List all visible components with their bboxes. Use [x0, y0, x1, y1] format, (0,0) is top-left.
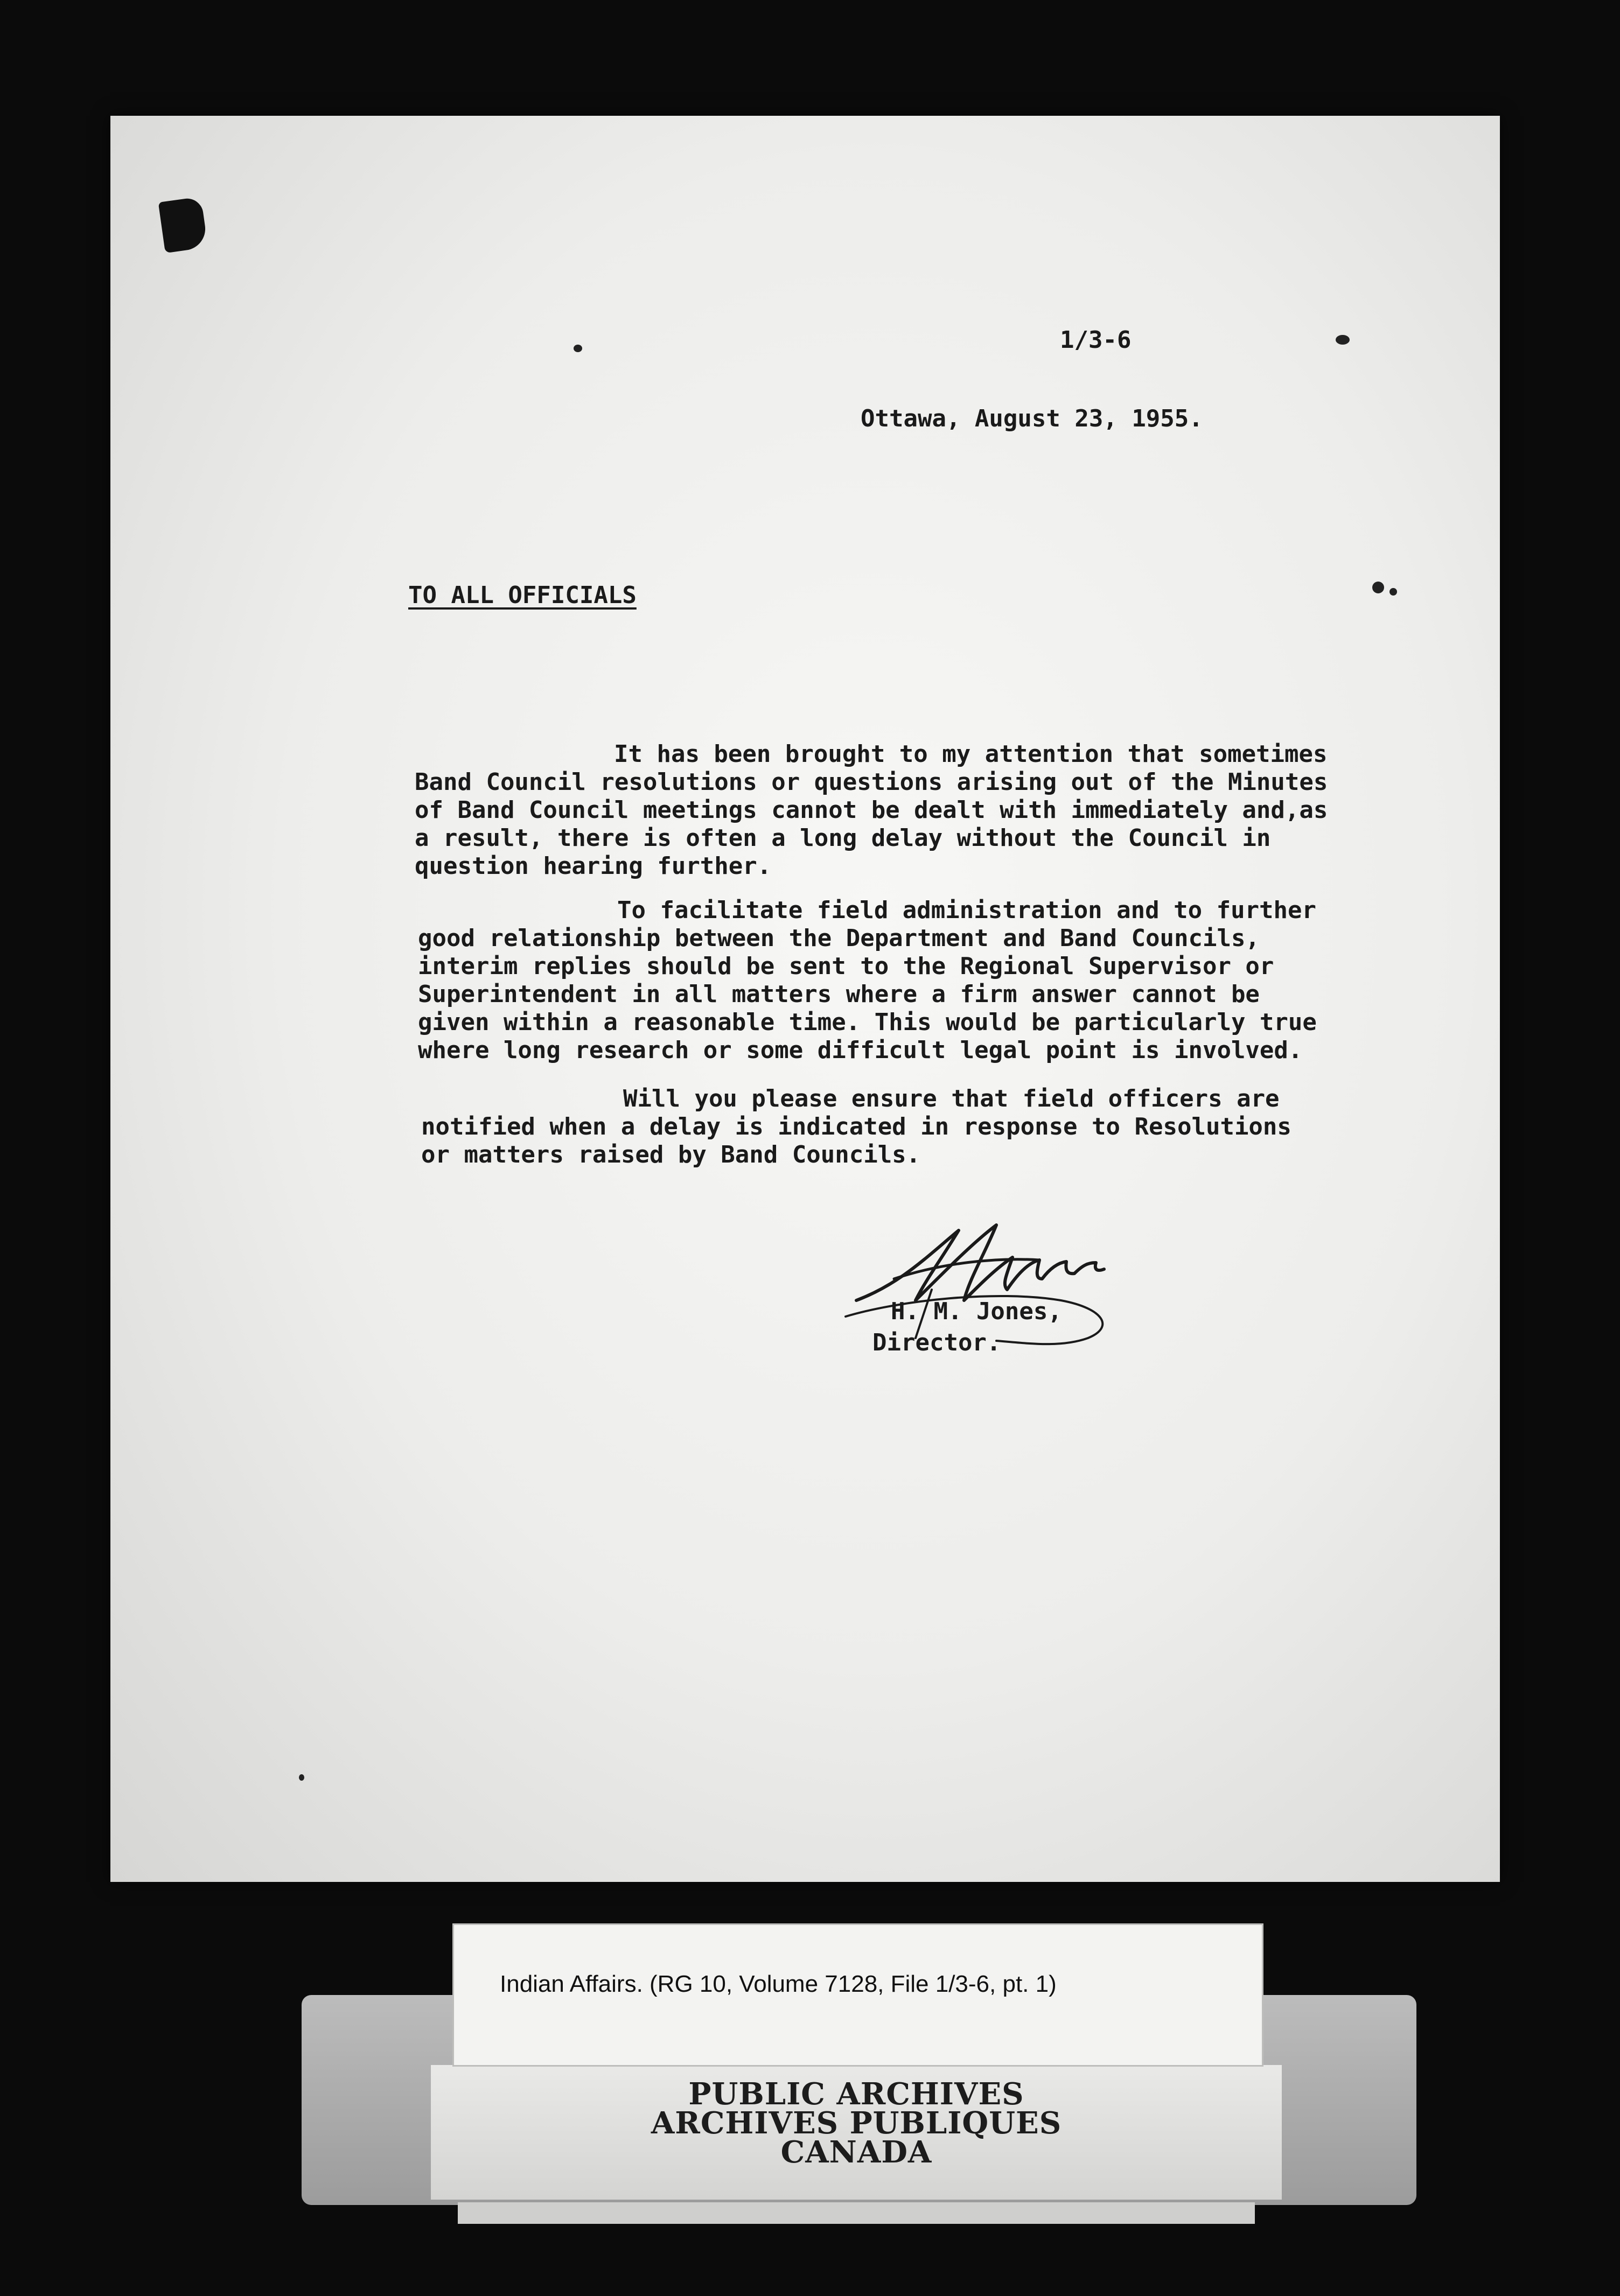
paragraph-line: To facilitate field administration and to further	[617, 897, 1317, 924]
archives-stamp-line: PUBLIC ARCHIVES	[688, 2076, 1024, 2112]
paragraph-line: question hearing further.	[415, 852, 772, 880]
archives-stamp	[431, 2076, 1282, 2170]
paragraph-line: good relationship between the Department and Band Councils,	[418, 925, 1260, 952]
paragraph-line: of Band Council meetings cannot be dealt with immediately and,as	[415, 796, 1328, 824]
ink-speck	[1372, 582, 1384, 593]
paragraph-line: a result, there is often a long delay without the Council in	[415, 824, 1271, 852]
paragraph-2	[418, 897, 1317, 1065]
paragraph-line: Band Council resolutions or questions arising out of the Minutes	[415, 768, 1328, 796]
paragraph-line: given within a reasonable time. This would be particularly true	[418, 1009, 1317, 1036]
archives-stamp-line: ARCHIVES PUBLIQUES	[651, 2105, 1062, 2141]
signer-title: Director.	[872, 1329, 1001, 1356]
ink-speck	[299, 1774, 304, 1781]
paragraph-line: where long research or some difficult legal point is involved.	[418, 1037, 1303, 1064]
archive-stand-base	[458, 2202, 1255, 2224]
salutation: TO ALL OFFICIALS	[408, 582, 637, 609]
paragraph-1	[415, 740, 1328, 880]
archives-stamp-line: CANADA	[780, 2134, 932, 2170]
paragraph-line: It has been brought to my attention that sometimes	[614, 740, 1328, 768]
paragraph-3	[421, 1085, 1291, 1169]
file-number: 1/3-6	[1060, 326, 1132, 354]
handwritten-signature	[835, 1209, 1212, 1349]
paragraph-line: or matters raised by Band Councils.	[421, 1141, 921, 1168]
ink-speck	[574, 345, 582, 352]
signer-name: H. M. Jones,	[891, 1298, 1062, 1325]
archive-citation: Indian Affairs. (RG 10, Volume 7128, File 1/3-6, pt. 1)	[500, 1971, 1057, 1997]
paragraph-line: notified when a delay is indicated in response to Resolutions	[421, 1113, 1291, 1140]
paragraph-line: Superintendent in all matters where a firm answer cannot be	[418, 981, 1260, 1008]
letter-date: Ottawa, August 23, 1955.	[861, 405, 1203, 432]
ink-speck	[1389, 588, 1397, 596]
paragraph-line: Will you please ensure that field officers are	[623, 1085, 1280, 1112]
paragraph-line: interim replies should be sent to the Regional Supervisor or	[418, 953, 1274, 980]
ink-speck	[1336, 335, 1350, 345]
